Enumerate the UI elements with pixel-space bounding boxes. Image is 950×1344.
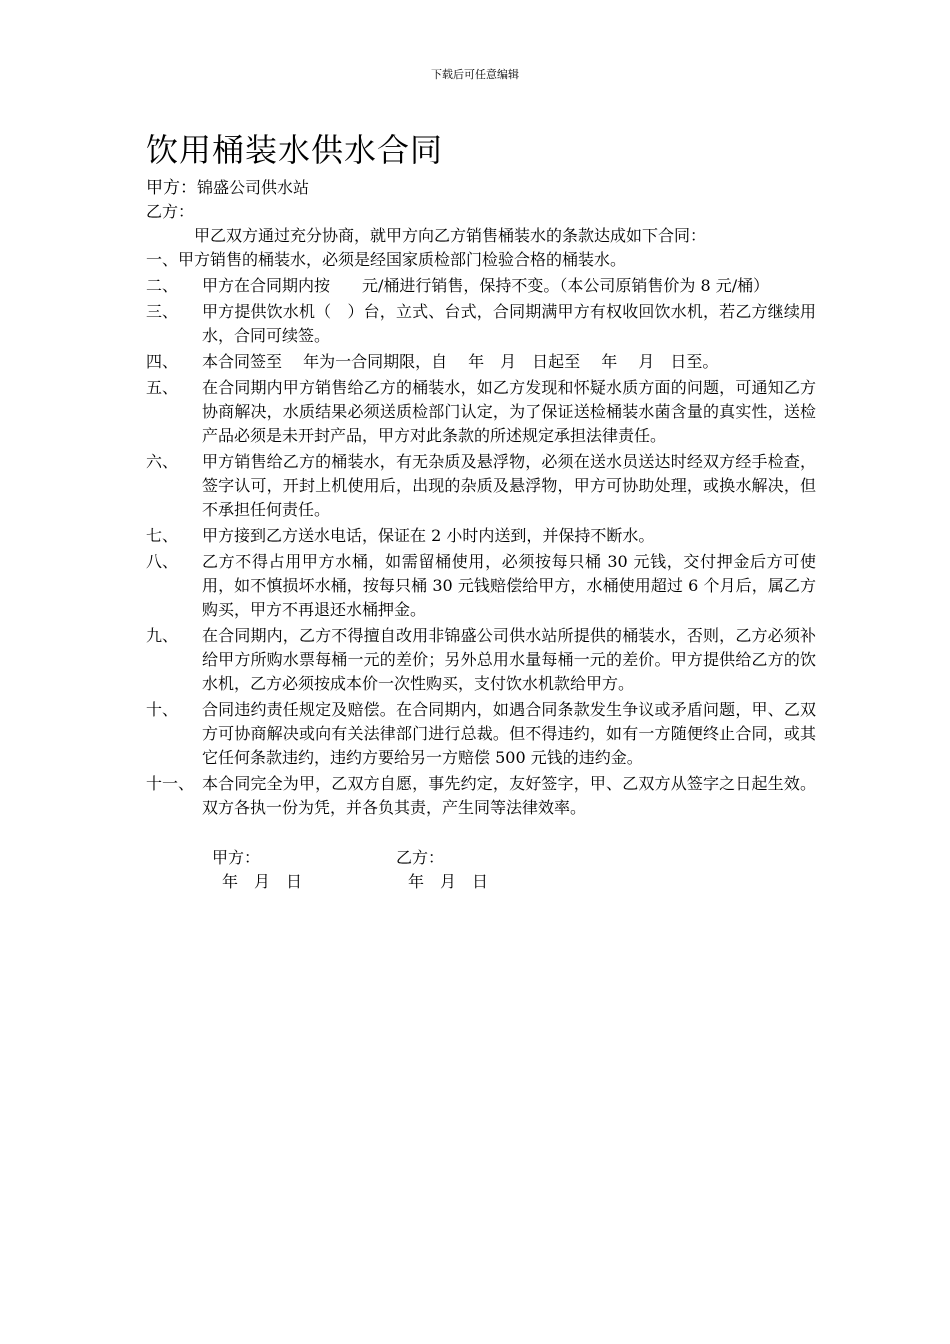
clause-1 [146,248,816,272]
party-a-label: 甲方： [146,178,197,198]
clause-5 [146,376,816,448]
intro-paragraph: 甲乙双方通过充分协商，就甲方向乙方销售桶装水的条款达成如下合同： [194,226,707,245]
clause-number: 五、 [146,378,179,397]
clause-3 [146,300,816,348]
clause-number: 三、 [146,302,179,321]
clause-10 [146,698,816,770]
signature-date-b: 年 月 日 [408,872,489,891]
signature-party-b-label: 乙方： [396,848,445,867]
signature-date-a: 年 月 日 [222,872,303,891]
signature-party-a-label: 甲方： [212,848,261,867]
clause-number: 四、 [146,352,179,371]
clause-text: 本合同签至 年为一合同期限，自 年 月 日起至 年 月 日至。 [202,352,719,371]
clause-6 [146,450,816,522]
clause-number: 六、 [146,452,179,471]
party-a-line [146,176,816,200]
clause-number: 一、 [146,250,179,269]
clause-number: 九、 [146,626,179,645]
clause-text: 甲方在合同期内按 元/桶进行销售，保持不变。（本公司原销售价为 8 元/桶） [202,276,770,295]
party-a-value: 锦盛公司供水站 [197,178,310,197]
clause-9 [146,624,816,696]
clause-11 [146,772,816,820]
header-note: 下载后可任意编辑 [431,68,519,81]
clause-text: 本合同完全为甲，乙双方自愿，事先约定，友好签字，甲、乙双方从签字之日起生效。双方各执一份为凭，并各负其责，产生同等法律效率。 [202,774,816,817]
party-b-line [146,200,816,224]
clause-text: 甲方销售的桶装水，必须是经国家质检部门检验合格的桶装水。 [178,250,627,269]
contract-document [146,128,816,906]
clause-8 [146,550,816,622]
signature-block [146,846,816,906]
clause-text: 甲方提供饮水机（ ）台，立式、台式，合同期满甲方有权收回饮水机，若乙方继续用水，合同可续签。 [202,302,816,345]
clause-text: 在合同期内甲方销售给乙方的桶装水，如乙方发现和怀疑水质方面的问题，可通知乙方协商解决，水质结果必须送质检部门认定，为了保证送检桶装水菌含量的真实性，送检产品必须是未开封产品，甲方对此条款的所述规定承担法律责任。 [202,378,816,445]
clause-7 [146,524,816,548]
document-title: 饮用桶装水供水合同 [146,131,444,169]
clause-text: 甲方销售给乙方的桶装水，有无杂质及悬浮物，必须在送水员送达时经双方经手检查，签字认可，开封上机使用后，出现的杂质及悬浮物，甲方可协助处理，或换水解决，但不承担任何责任。 [202,452,816,519]
clause-text: 甲方接到乙方送水电话，保证在 2 小时内送到，并保持不断水。 [202,526,655,545]
clause-4 [146,350,816,374]
party-b-label: 乙方： [146,202,195,221]
clause-number: 十一、 [146,774,195,793]
clause-text: 合同违约责任规定及赔偿。在合同期内，如遇合同条款发生争议或矛盾问题，甲、乙双方可协商解决或向有关法律部门进行总裁。但不得违约，如有一方随便终止合同，或其它任何条款违约，违约方要给另一方赔偿 500 元钱的违约金。 [202,700,816,767]
clause-2 [146,274,816,298]
clause-number: 八、 [146,552,179,571]
clause-number: 七、 [146,526,179,545]
clause-number: 二、 [146,276,179,295]
clause-text: 在合同期内，乙方不得擅自改用非锦盛公司供水站所提供的桶装水，否则，乙方必须补给甲方所购水票每桶一元的差价；另外总用水量每桶一元的差价。甲方提供给乙方的饮水机，乙方必须按成本价一次性购买，支付饮水机款给甲方。 [202,626,816,693]
clause-text: 乙方不得占用甲方水桶，如需留桶使用，必须按每只桶 30 元钱，交付押金后方可使用，如不慎损坏水桶，按每只桶 30 元钱赔偿给甲方，水桶使用超过 6 个月后，属乙方购买，甲方不再退还水桶押金。 [202,552,816,619]
clause-number: 十、 [146,700,179,719]
